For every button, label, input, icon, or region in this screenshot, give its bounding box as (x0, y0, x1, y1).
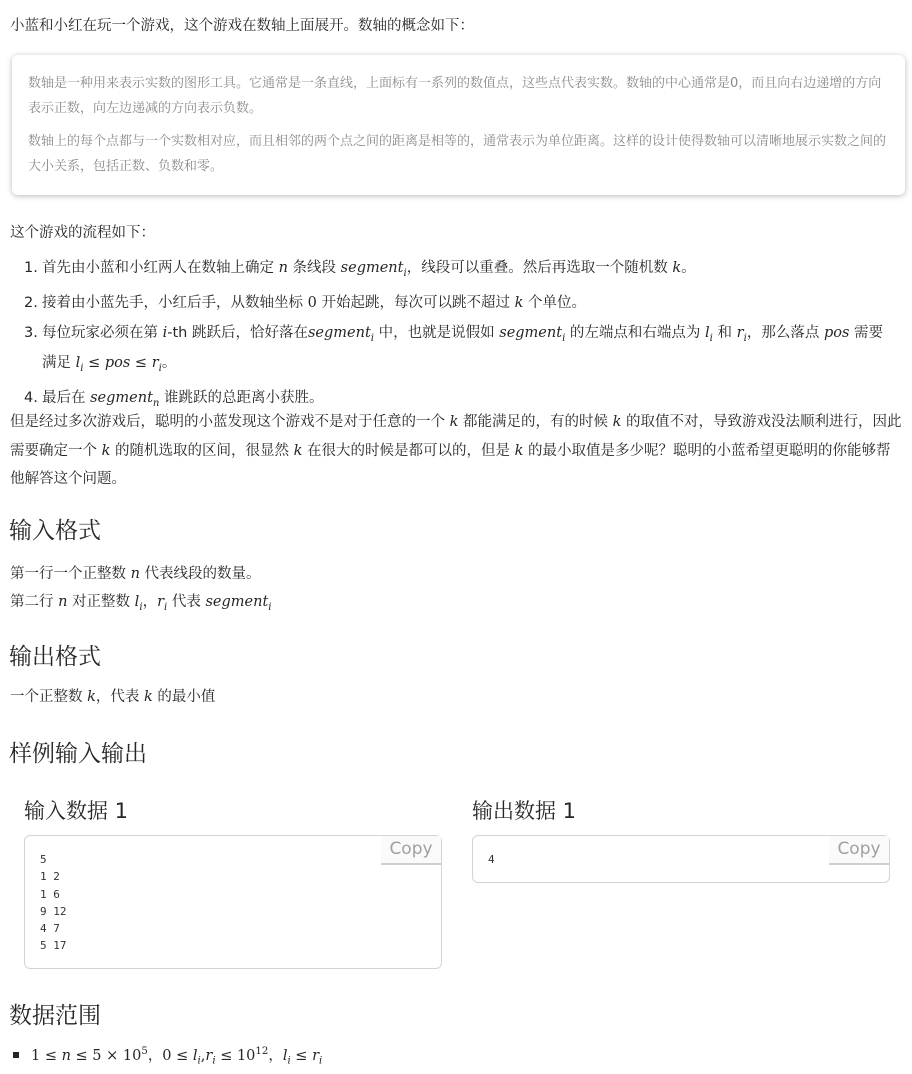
step-1 (10, 256, 895, 286)
var-l: l (134, 594, 140, 610)
output-format-desc (10, 685, 215, 709)
text: 谁跳跃的总距离小获胜。 (159, 389, 324, 406)
text: ， (142, 594, 158, 610)
var-segment: segment (205, 594, 269, 610)
leq: ≤ (130, 354, 152, 371)
text: 第一行一个正整数 (10, 566, 131, 582)
exp-12: 12 (255, 1046, 269, 1057)
text: ，那么落点 (746, 324, 824, 341)
sample-output-heading: 输出数据 1 (472, 799, 577, 823)
text: 。 (681, 260, 696, 276)
text: 中，也就是说假如 (374, 324, 500, 341)
sub-i: i (80, 362, 84, 374)
step-3 (10, 321, 895, 381)
step-number: 4. (24, 389, 38, 406)
sub-i: i (212, 1055, 216, 1067)
text: 对正整数 (67, 594, 135, 610)
text: ≤ 10 (215, 1047, 256, 1064)
problem-paragraph (10, 408, 902, 494)
sub-i: i (268, 601, 272, 613)
data-range-item (10, 1040, 322, 1074)
sub-i: i (403, 267, 407, 279)
sample-heading: 样例输入输出 (9, 741, 147, 767)
var-n: n (61, 1047, 71, 1064)
var-n: n (58, 594, 68, 610)
input-format-heading: 输入格式 (9, 518, 101, 544)
copy-input-button[interactable]: Copy (381, 836, 441, 865)
step-number: 3. (24, 324, 38, 341)
var-k: k (101, 442, 111, 459)
text: 接着由小蓝先手，小红后手，从数轴坐标 (42, 294, 308, 311)
sub-i: i (370, 332, 375, 344)
var-k: k (87, 689, 96, 705)
sample-input-box (24, 835, 442, 969)
intro-text: 小蓝和小红在玩一个游戏，这个游戏在数轴上面展开。数轴的概念如下： (10, 18, 474, 34)
text: ， (268, 1047, 283, 1064)
text: 都能满足的，有的时候 (458, 414, 613, 430)
text: 和 (712, 324, 737, 341)
text: 的左端点和右端点为 (565, 324, 706, 341)
text: ，0 ≤ (147, 1047, 193, 1064)
var-n: n (278, 260, 288, 276)
sample-input-heading: 输入数据 1 (24, 799, 129, 823)
number-line-quote (12, 55, 905, 195)
var-i: i (162, 324, 168, 341)
step-2 (10, 291, 895, 316)
var-r: r (205, 1047, 213, 1064)
var-n: n (130, 566, 140, 582)
step-number: 2. (24, 294, 38, 311)
var-r: r (312, 1047, 320, 1064)
var-pos: pos (823, 324, 850, 341)
var-l: l (282, 1047, 288, 1064)
quote-paragraph-2: 数轴上的每个点都与一个实数相对应，而且相邻的两个点之间的距离是相等的，通常表示为单位距离。这样的设计使得数轴可以清晰地展示实数之间的大小关系，包括正数、负数和零。 (28, 134, 887, 174)
text: 的最小取值是多少呢？聪明的小蓝希望更聪明的你能够帮他解答这个问题。 (10, 442, 891, 487)
var-k: k (144, 689, 153, 705)
comma: , (200, 1047, 206, 1064)
text: 第二行 (10, 594, 59, 610)
input-line-1 (10, 560, 272, 588)
var-r: r (151, 354, 159, 371)
sub-i: i (562, 332, 566, 344)
text: 1 ≤ (31, 1047, 62, 1064)
text: 一个正整数 (10, 689, 88, 705)
text: 开始起跳，每次可以跳不超过 (316, 294, 515, 311)
text: 每位玩家必须在第 (42, 324, 163, 341)
text: 在很大的时候是都可以的，但是 (302, 442, 515, 459)
text: 但是经过多次游戏后，聪明的小蓝发现这个游戏不是对于任意的一个 (10, 414, 450, 430)
text: 需要满足 (42, 324, 883, 371)
sub-i: i (319, 1055, 323, 1067)
var-l: l (705, 324, 710, 341)
sample-output-code: 4 (488, 853, 495, 866)
var-k: k (612, 414, 622, 430)
text: ，代表 (95, 689, 145, 705)
sub-i: i (709, 332, 713, 344)
sub-i: i (197, 1055, 201, 1067)
text: 代表线段的数量。 (139, 566, 261, 582)
copy-output-button[interactable]: Copy (829, 836, 889, 865)
flow-title: 这个游戏的流程如下： (10, 225, 155, 241)
var-k: k (293, 442, 303, 459)
text: 代表 (167, 594, 206, 610)
sub-i: i (743, 332, 747, 344)
sub-i: i (287, 1055, 291, 1067)
input-format-desc (10, 560, 272, 622)
var-segment: segment (499, 324, 563, 341)
var-r: r (736, 324, 744, 341)
var-pos: pos (104, 354, 131, 371)
var-k: k (672, 260, 682, 276)
sample-output-box (472, 835, 890, 883)
var-l: l (75, 354, 81, 371)
text: 的取值不对，导致游戏没法顺利进行，因此需要确定一个 (10, 414, 902, 459)
var-segment: segment (90, 389, 153, 406)
var-k: k (514, 294, 524, 311)
input-line-2 (10, 588, 272, 622)
text: 。 (161, 354, 177, 371)
sample-input-code: 5 1 2 1 6 9 12 4 7 5 17 (40, 853, 67, 953)
output-format-heading: 输出格式 (9, 644, 101, 670)
game-steps-list (10, 256, 895, 421)
text: 的随机选取的区间，很显然 (110, 442, 294, 459)
leq: ≤ (290, 1047, 313, 1064)
text: 个单位。 (523, 294, 586, 311)
text: 首先由小蓝和小红两人在数轴上确定 (42, 260, 279, 276)
text: -th 跳跃后，恰好落在 (167, 324, 308, 341)
var-segment: segment (340, 260, 404, 276)
leq: ≤ (83, 354, 105, 371)
step-number: 1. (24, 260, 38, 276)
exp-5: 5 (141, 1046, 148, 1057)
var-segment: segment (307, 324, 371, 341)
sub-i: i (158, 362, 162, 374)
text: ≤ 5 × 10 (70, 1047, 142, 1064)
sub-i: i (139, 601, 143, 613)
data-range-heading: 数据范围 (9, 1003, 101, 1029)
var-l: l (192, 1047, 198, 1064)
bullet-icon (13, 1052, 19, 1058)
text: 最后在 (42, 389, 91, 406)
var-r: r (157, 594, 164, 610)
text: ，线段可以重叠。然后再选取一个随机数 (406, 260, 673, 276)
var-k: k (449, 414, 459, 430)
text: 的最小值 (152, 689, 216, 705)
sub-i: i (164, 601, 168, 613)
num-zero: 0 (307, 294, 317, 311)
quote-paragraph-1: 数轴是一种用来表示实数的图形工具。它通常是一条直线，上面标有一系列的数值点，这些点代表实数。数轴的中心通常是0，而且向右边递增的方向表示正数，向左边递减的方向表示负数。 (28, 76, 882, 116)
var-k: k (514, 442, 524, 459)
sub-n: n (152, 397, 160, 409)
text: 条线段 (287, 260, 341, 276)
